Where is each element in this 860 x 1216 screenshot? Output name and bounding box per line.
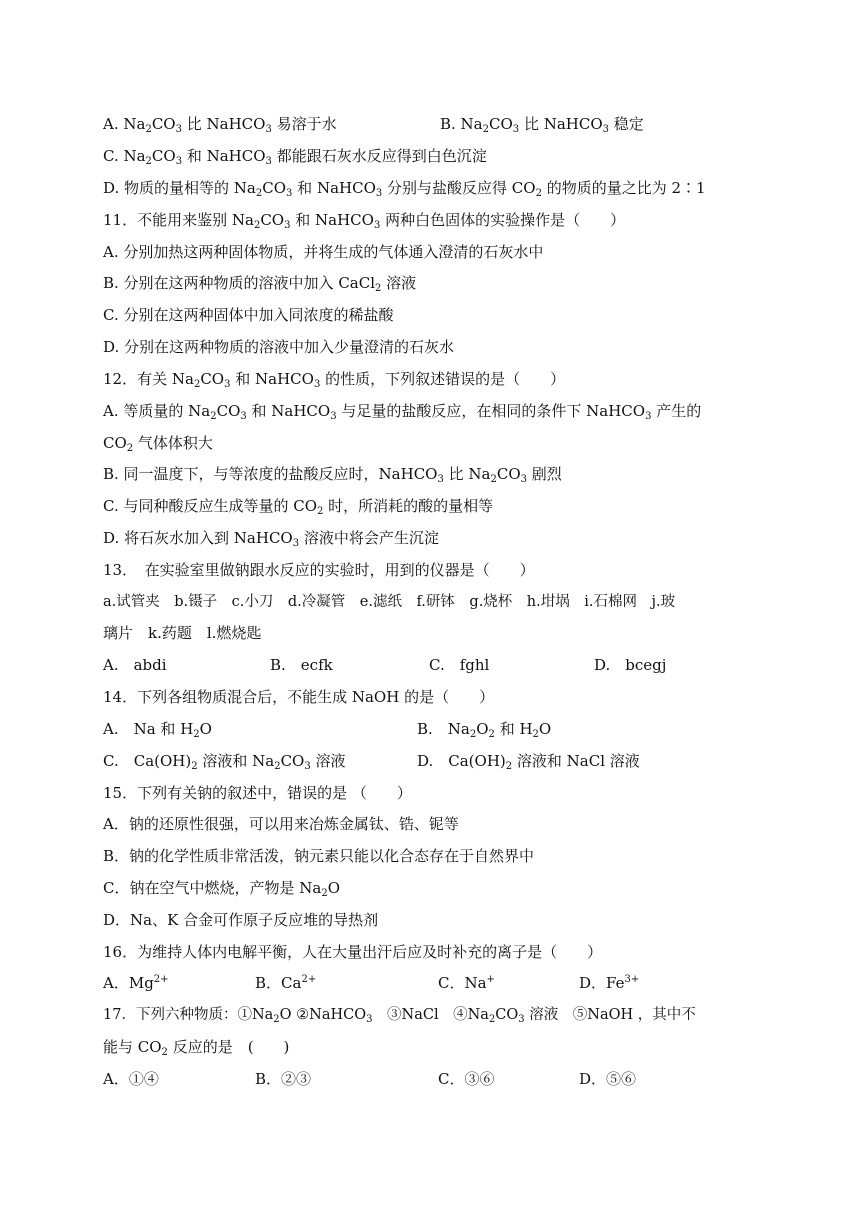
q14-option-a: A. Na 和 $H_2O$ [103,720,212,740]
q14-option-d: D. $Ca(OH)_2$ 溶液和 NaCl 溶液 [417,752,640,772]
q10-option-d: D. 物质的量相等的 $Na_2CO_3$ 和 NaHCO$_3$ 分别与盐酸反应得 $CO_2$ 的物质的量之比为 2∶1 [103,179,706,199]
q16-stem: 16．为维持人体内电解平衡，人在大量出汗后应及时补充的离子是（ ） [103,943,603,961]
q12-option-b: B. 同一温度下，与等浓度的盐酸反应时，NaHCO$_3$ 比 $Na_2CO_3$ 剧烈 [103,465,562,485]
q13-option-b: B. ecfk [270,656,333,674]
q10-option-a: A. $Na_2CO_3$ 比 NaHCO$_3$ 易溶于水 [103,115,337,135]
q17-option-d: D．⑤⑥ [579,1070,637,1088]
q17-stem-line1: 17．下列六种物质：$①Na_2O$ ②NaHCO$_3$ ③NaCl $④Na_2CO_3$ 溶液 ⑤NaOH ，其中不 [103,1007,696,1025]
q17-stem-line2: 能与 $CO_2$ 反应的是 ( ) [103,1038,290,1058]
q16-option-a: A．$Mg^{2+}$ [103,974,169,992]
q12-option-d: D. 将石灰水加入到 NaHCO$_3$ 溶液中将会产生沉淀 [103,529,439,549]
q13-instrument-list-line2: 璃片 k.药题 l.燃烧匙 [103,624,262,642]
q13-option-c: C. fghl [429,656,490,674]
q13-option-a: A. abdi [103,656,167,674]
q11-option-b: B. 分别在这两种物质的溶液中加入 CaCl$_2$ 溶液 [103,274,417,294]
q15-option-a: A．钠的还原性很强，可以用来冶炼金属钛、锆、铌等 [103,815,459,833]
q11-option-c: C. 分别在这两种固体中加入同浓度的稀盐酸 [103,306,394,324]
q11-stem: 11．不能用来鉴别 $Na_2CO_3$ 和 NaHCO$_3$ 两种白色固体的实验操作是（ ） [103,211,626,231]
q13-option-d: D. bcegj [594,656,667,674]
q17-option-a: A．①④ [103,1070,159,1088]
q15-option-c: C．钠在空气中燃烧，产物是 $Na_2O$ [103,879,341,899]
q12-option-a-line1: A. 等质量的 $Na_2CO_3$ 和 NaHCO$_3$ 与足量的盐酸反应，在相同的条件下 NaHCO$_3$ 产生的 [103,402,702,422]
q14-stem: 14．下列各组物质混合后，不能生成 NaOH 的是（ ） [103,688,495,706]
q15-option-d: D．Na、K 合金可作原子反应堆的导热剂 [103,911,379,929]
q11-option-a: A. 分别加热这两种固体物质，并将生成的气体通入澄清的石灰水中 [103,243,544,261]
q14-option-c: C. $Ca(OH)_2$ 溶液和 $Na_2CO_3$ 溶液 [103,752,346,772]
q10-option-b: B. $Na_2CO_3$ 比 NaHCO$_3$ 稳定 [440,115,644,135]
q13-instrument-list-line1: a.试管夹 b.镊子 c.小刀 d.冷凝管 e.滤纸 f.研钵 g.烧杯 h.坩埚 i.石棉网 j.玻 [103,594,676,610]
q17-option-c: C．③⑥ [438,1070,495,1088]
q16-option-c: C．Na+ [438,974,495,992]
q12-option-a-line2: $CO_2$ 气体体积大 [103,434,213,454]
q13-stem: 13． 在实验室里做钠跟水反应的实验时，用到的仪器是（ ） [103,561,535,579]
q10-option-c: C. $Na_2CO_3$ 和 NaHCO$_3$ 都能跟石灰水反应得到白色沉淀 [103,147,487,167]
q12-option-c: C. 与同种酸反应生成等量的 $CO_2$ 时，所消耗的酸的量相等 [103,497,494,517]
q16-option-d: D．$Fe^{3+}$ [579,974,640,992]
q11-option-d: D. 分别在这两种物质的溶液中加入少量澄清的石灰水 [103,338,455,356]
q17-option-b: B．②③ [255,1070,312,1088]
q16-option-b: B．$Ca^{2+}$ [255,974,317,992]
q12-stem: 12．有关 $Na_2CO_3$ 和 NaHCO$_3$ 的性质，下列叙述错误的是（ ） [103,370,566,390]
q15-stem: 15．下列有关钠的叙述中，错误的是 （ ） [103,784,412,802]
q15-option-b: B．钠的化学性质非常活泼，钠元素只能以化合态存在于自然界中 [103,847,535,865]
q14-option-b: B. $Na_2O_2$ 和 $H_2O$ [417,720,552,740]
